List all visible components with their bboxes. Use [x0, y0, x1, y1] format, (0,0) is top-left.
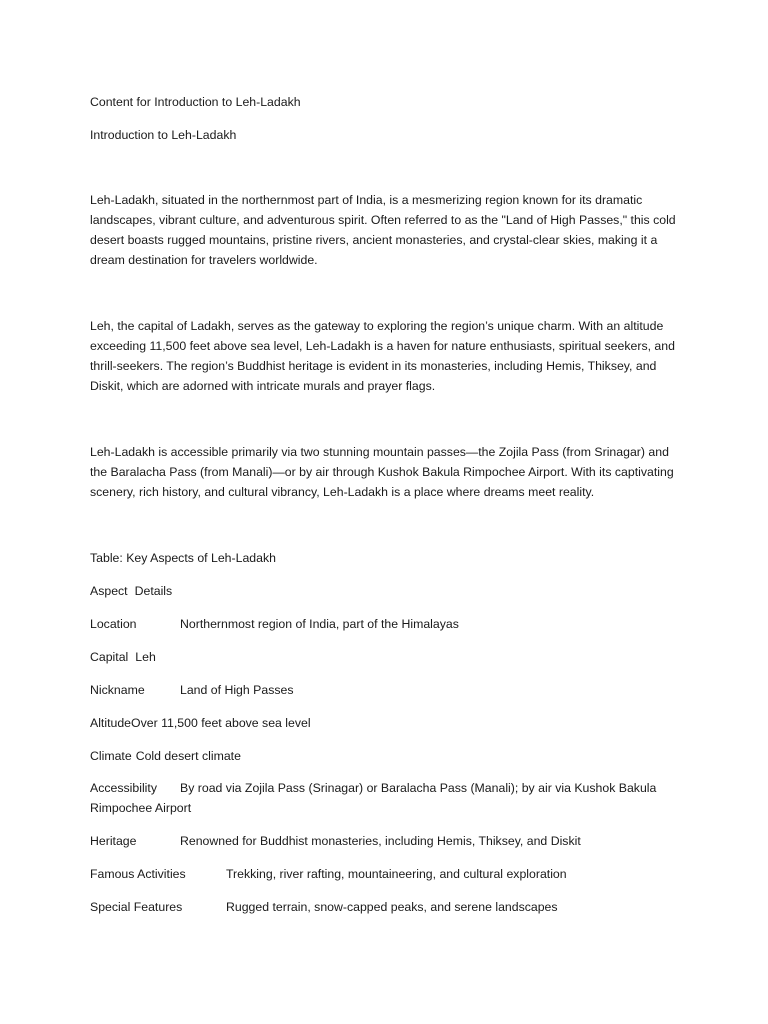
table-cell-details: Rugged terrain, snow-capped peaks, and serene landscapes — [226, 900, 558, 914]
table-row — [90, 864, 690, 884]
table-row — [90, 614, 690, 634]
table-row — [90, 831, 690, 851]
table-row — [90, 897, 690, 917]
table-row — [90, 647, 690, 667]
table-row — [90, 746, 690, 766]
paragraph-access: Leh-Ladakh is accessible primarily via two stunning mountain passes—the Zojila Pass (from Srinagar) and the Baralacha Pass (from Manali)—or by air through Kushok Bakula Rimpochee Airport. With its captivating scenery, rich history, and cultural vibrancy, Leh-Ladakh is a place where dreams meet reality. — [90, 445, 674, 499]
table-header-cell: Details — [134, 584, 173, 598]
table-cell-aspect: Location — [90, 617, 137, 631]
table-header-row — [90, 581, 690, 601]
section-heading: Introduction to Leh-Ladakh — [90, 128, 237, 142]
table-row — [90, 713, 690, 733]
table-cell-details: Leh — [135, 650, 156, 664]
table-cell-aspect: Special Features — [90, 900, 183, 914]
table-cell-details: Renowned for Buddhist monasteries, including Hemis, Thiksey, and Diskit — [180, 834, 581, 848]
table-cell-details: By road via Zojila Pass (Srinagar) or Baralacha Pass (Manali); by air via Kushok Bakula Rimpochee Airport — [90, 781, 657, 815]
table-cell-aspect: Capital — [90, 650, 129, 664]
table-row — [90, 680, 690, 700]
table-title: Table: Key Aspects of Leh-Ladakh — [90, 551, 276, 565]
table-cell-details: Northernmost region of India, part of the Himalayas — [180, 617, 459, 631]
table-row — [90, 778, 682, 818]
table-cell-aspect: Accessibility — [90, 781, 157, 795]
table-cell-aspect: Altitude — [90, 716, 132, 730]
document-heading: Content for Introduction to Leh-Ladakh — [90, 95, 301, 109]
table-cell-aspect: Climate — [90, 749, 132, 763]
table-cell-aspect: Nickname — [90, 683, 145, 697]
paragraph-overview: Leh-Ladakh, situated in the northernmost part of India, is a mesmerizing region known for its dramatic landscapes, vibrant culture, and adventurous spirit. Often referred to as the "Land of High Passes," this cold desert boasts rugged mountains, pristine rivers, ancient monasteries, and crystal-clear skies, making it a dream destination for travelers worldwide. — [90, 193, 676, 267]
table-header-cell: Aspect — [90, 584, 128, 598]
table-cell-details: Trekking, river rafting, mountaineering, and cultural exploration — [226, 867, 567, 881]
paragraph-capital: Leh, the capital of Ladakh, serves as the gateway to exploring the region’s unique charm. With an altitude exceeding 11,500 feet above sea level, Leh-Ladakh is a haven for nature enthusiasts, spiritual seekers, and thrill-seekers. The region’s Buddhist heritage is evident in its monasteries, including Hemis, Thiksey, and Diskit, which are adorned with intricate murals and prayer flags. — [90, 319, 675, 393]
table-cell-aspect: Famous Activities — [90, 867, 186, 881]
table-cell-details: Land of High Passes — [180, 683, 294, 697]
table-cell-aspect: Heritage — [90, 834, 137, 848]
table-cell-details: Cold desert climate — [135, 749, 241, 763]
table-cell-details: Over 11,500 feet above sea level — [131, 716, 311, 730]
